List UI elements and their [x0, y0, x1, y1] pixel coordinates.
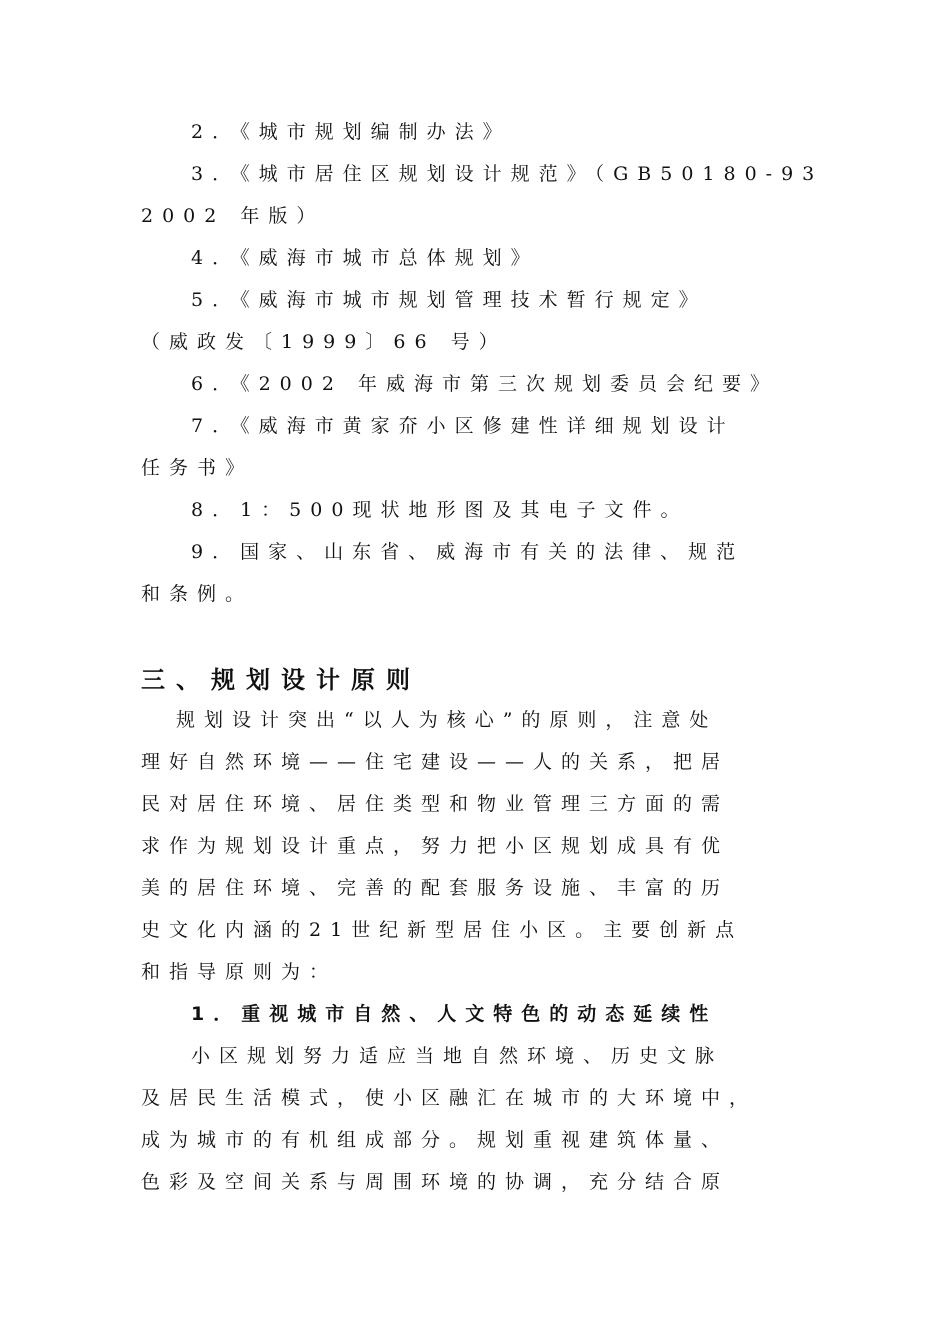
intro-line: 美的居住环境、完善的配套服务设施、丰富的历: [141, 877, 730, 899]
reference-item-2: 2．《城市规划编制办法》: [191, 121, 511, 143]
body-line: 色彩及空间关系与周围环境的协调，充分结合原: [141, 1171, 730, 1193]
reference-item-5: 5．《威海市城市规划管理技术暂行规定》: [191, 289, 707, 311]
body-line: 小区规划努力适应当地自然环境、历史文脉: [191, 1045, 724, 1067]
reference-item-4: 4．《威海市城市总体规划》: [191, 247, 539, 269]
intro-line: 规划设计突出“以人为核心”的原则，注意处: [176, 709, 718, 731]
section-heading: 三、规划设计原则: [141, 666, 421, 694]
reference-item-5-continued: （威政发〔1999〕66 号）: [141, 331, 507, 353]
intro-line: 求作为规划设计重点，努力把小区规划成具有优: [141, 835, 730, 857]
reference-item-3: 3．《城市居住区规划设计规范》（GB50180-93: [191, 163, 824, 185]
reference-item-3-continued: 2002 年版）: [141, 205, 325, 227]
subsection-heading: 1．重视城市自然、人文特色的动态延续性: [191, 1003, 718, 1025]
reference-item-8: 8．1：500现状地形图及其电子文件。: [191, 499, 689, 521]
body-line: 及居民生活模式，使小区融汇在城市的大环境中，: [141, 1087, 758, 1109]
intro-line: 民对居住环境、居住类型和物业管理三方面的需: [141, 793, 730, 815]
body-line: 成为城市的有机组成部分。规划重视建筑体量、: [141, 1129, 730, 1151]
reference-item-9-continued: 和条例。: [141, 583, 254, 605]
reference-item-9: 9．国家、山东省、威海市有关的法律、规范: [191, 541, 745, 563]
reference-item-7-continued: 任务书》: [141, 457, 254, 479]
reference-item-6: 6．《2002 年威海市第三次规划委员会纪要》: [191, 373, 778, 395]
intro-line: 理好自然环境——住宅建设——人的关系，把居: [141, 751, 730, 773]
intro-line: 史文化内涵的21世纪新型居住小区。主要创新点: [141, 919, 744, 941]
reference-item-7: 7．《威海市黄家夼小区修建性详细规划设计: [191, 415, 735, 437]
intro-line: 和指导原则为：: [141, 961, 338, 983]
